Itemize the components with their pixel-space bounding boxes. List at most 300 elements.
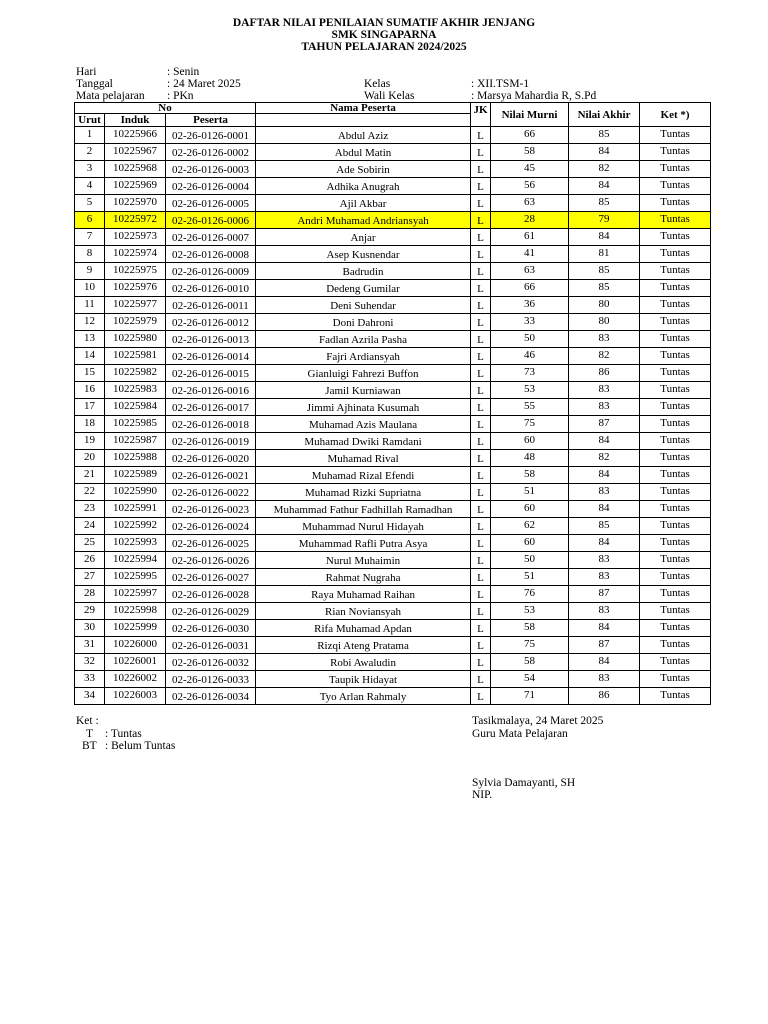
cell-urut: 16 [75, 382, 105, 399]
cell-peserta: 02-26-0126-0004 [166, 178, 256, 195]
cell-ket: Tuntas [640, 280, 711, 297]
cell-peserta: 02-26-0126-0025 [166, 535, 256, 552]
table-row [75, 433, 711, 450]
cell-peserta: 02-26-0126-0016 [166, 382, 256, 399]
table-row [75, 331, 711, 348]
cell-urut: 27 [75, 569, 105, 586]
cell-urut: 12 [75, 314, 105, 331]
cell-nilai-akhir: 83 [569, 603, 640, 620]
cell-nilai-murni: 75 [491, 637, 569, 654]
cell-nilai-akhir: 84 [569, 178, 640, 195]
hari-label: Hari [76, 66, 97, 78]
cell-nilai-murni: 56 [491, 178, 569, 195]
cell-ket: Tuntas [640, 348, 711, 365]
cell-urut: 30 [75, 620, 105, 637]
cell-nilai-akhir: 79 [569, 212, 640, 229]
cell-ket: Tuntas [640, 603, 711, 620]
cell-induk: 10225979 [105, 314, 166, 331]
cell-jk: L [471, 569, 491, 586]
table-row [75, 314, 711, 331]
cell-peserta: 02-26-0126-0028 [166, 586, 256, 603]
cell-peserta: 02-26-0126-0030 [166, 620, 256, 637]
cell-induk: 10225970 [105, 195, 166, 212]
cell-urut: 13 [75, 331, 105, 348]
cell-peserta: 02-26-0126-0009 [166, 263, 256, 280]
cell-induk: 10225998 [105, 603, 166, 620]
cell-nilai-akhir: 82 [569, 450, 640, 467]
cell-ket: Tuntas [640, 467, 711, 484]
cell-jk: L [471, 586, 491, 603]
cell-peserta: 02-26-0126-0001 [166, 127, 256, 144]
cell-jk: L [471, 365, 491, 382]
cell-nilai-murni: 53 [491, 382, 569, 399]
table-row [75, 280, 711, 297]
cell-nilai-murni: 50 [491, 552, 569, 569]
cell-ket: Tuntas [640, 518, 711, 535]
cell-jk: L [471, 229, 491, 246]
cell-urut: 5 [75, 195, 105, 212]
signature-role: Guru Mata Pelajaran [472, 728, 568, 740]
cell-peserta: 02-26-0126-0014 [166, 348, 256, 365]
cell-peserta: 02-26-0126-0013 [166, 331, 256, 348]
table-row [75, 416, 711, 433]
cell-nilai-akhir: 83 [569, 671, 640, 688]
table-row [75, 161, 711, 178]
cell-induk: 10225972 [105, 212, 166, 229]
mapel-value: : PKn [167, 90, 194, 102]
academic-year: TAHUN PELAJARAN 2024/2025 [301, 41, 467, 53]
cell-jk: L [471, 518, 491, 535]
cell-nilai-akhir: 84 [569, 467, 640, 484]
cell-peserta: 02-26-0126-0024 [166, 518, 256, 535]
cell-nilai-akhir: 84 [569, 144, 640, 161]
cell-nilai-akhir: 82 [569, 348, 640, 365]
cell-nama: Gianluigi Fahrezi Buffon [256, 365, 471, 382]
cell-nilai-murni: 60 [491, 433, 569, 450]
table-row [75, 365, 711, 382]
cell-peserta: 02-26-0126-0012 [166, 314, 256, 331]
cell-nama: Badrudin [256, 263, 471, 280]
cell-ket: Tuntas [640, 501, 711, 518]
table-header-row [75, 103, 711, 114]
cell-ket: Tuntas [640, 569, 711, 586]
cell-nama: Jimmi Ajhinata Kusumah [256, 399, 471, 416]
cell-urut: 24 [75, 518, 105, 535]
cell-jk: L [471, 416, 491, 433]
cell-jk: L [471, 654, 491, 671]
cell-peserta: 02-26-0126-0027 [166, 569, 256, 586]
cell-nama: Muhammad Nurul Hidayah [256, 518, 471, 535]
cell-nilai-murni: 60 [491, 501, 569, 518]
cell-ket: Tuntas [640, 331, 711, 348]
table-row [75, 382, 711, 399]
cell-urut: 15 [75, 365, 105, 382]
cell-urut: 21 [75, 467, 105, 484]
kelas-label: Kelas [364, 78, 391, 90]
cell-ket: Tuntas [640, 535, 711, 552]
cell-nama: Doni Dahroni [256, 314, 471, 331]
cell-nilai-murni: 63 [491, 195, 569, 212]
cell-urut: 22 [75, 484, 105, 501]
cell-nilai-akhir: 83 [569, 484, 640, 501]
cell-nilai-akhir: 84 [569, 501, 640, 518]
cell-nilai-murni: 28 [491, 212, 569, 229]
cell-induk: 10225966 [105, 127, 166, 144]
cell-jk: L [471, 348, 491, 365]
cell-nilai-akhir: 80 [569, 314, 640, 331]
cell-peserta: 02-26-0126-0010 [166, 280, 256, 297]
cell-induk: 10225992 [105, 518, 166, 535]
cell-nama: Tyo Arlan Rahmaly [256, 688, 471, 705]
cell-nama: Muhamad Rival [256, 450, 471, 467]
cell-ket: Tuntas [640, 433, 711, 450]
cell-ket: Tuntas [640, 144, 711, 161]
cell-peserta: 02-26-0126-0020 [166, 450, 256, 467]
cell-peserta: 02-26-0126-0026 [166, 552, 256, 569]
cell-induk: 10225973 [105, 229, 166, 246]
cell-jk: L [471, 144, 491, 161]
cell-urut: 33 [75, 671, 105, 688]
cell-nilai-murni: 45 [491, 161, 569, 178]
table-row [75, 518, 711, 535]
cell-ket: Tuntas [640, 263, 711, 280]
cell-nama: Muhammad Fathur Fadhillah Ramadhan [256, 501, 471, 518]
header-nilai-murni: Nilai Murni [491, 103, 569, 127]
cell-nama: Dedeng Gumilar [256, 280, 471, 297]
cell-nama: Fadlan Azrila Pasha [256, 331, 471, 348]
cell-induk: 10226003 [105, 688, 166, 705]
cell-nama: Muhamad Rizki Supriatna [256, 484, 471, 501]
cell-jk: L [471, 399, 491, 416]
cell-peserta: 02-26-0126-0017 [166, 399, 256, 416]
cell-nilai-akhir: 85 [569, 263, 640, 280]
cell-urut: 18 [75, 416, 105, 433]
header-induk: Induk [105, 114, 166, 127]
table-row [75, 484, 711, 501]
cell-nilai-akhir: 83 [569, 399, 640, 416]
signature-place-date: Tasikmalaya, 24 Maret 2025 [472, 715, 604, 727]
cell-induk: 10225976 [105, 280, 166, 297]
table-row [75, 450, 711, 467]
cell-urut: 29 [75, 603, 105, 620]
cell-jk: L [471, 535, 491, 552]
cell-peserta: 02-26-0126-0019 [166, 433, 256, 450]
cell-nilai-murni: 71 [491, 688, 569, 705]
cell-nama: Rahmat Nugraha [256, 569, 471, 586]
cell-induk: 10225981 [105, 348, 166, 365]
cell-nama: Ajil Akbar [256, 195, 471, 212]
header-nama-peserta: Nama Peserta [256, 103, 471, 114]
header-urut: Urut [75, 114, 105, 127]
header-jk: JK [471, 103, 491, 127]
cell-peserta: 02-26-0126-0018 [166, 416, 256, 433]
cell-urut: 31 [75, 637, 105, 654]
cell-induk: 10225994 [105, 552, 166, 569]
cell-peserta: 02-26-0126-0007 [166, 229, 256, 246]
cell-nilai-murni: 73 [491, 365, 569, 382]
cell-nama: Abdul Aziz [256, 127, 471, 144]
cell-ket: Tuntas [640, 450, 711, 467]
table-row [75, 144, 711, 161]
table-row [75, 671, 711, 688]
cell-urut: 26 [75, 552, 105, 569]
header-no: No [75, 103, 256, 114]
cell-nilai-murni: 46 [491, 348, 569, 365]
cell-jk: L [471, 161, 491, 178]
cell-urut: 11 [75, 297, 105, 314]
cell-nilai-murni: 75 [491, 416, 569, 433]
cell-nilai-akhir: 86 [569, 688, 640, 705]
cell-nama: Muhamad Rizal Efendi [256, 467, 471, 484]
kelas-value: : XII.TSM-1 [471, 78, 530, 90]
table-row [75, 620, 711, 637]
cell-jk: L [471, 314, 491, 331]
cell-jk: L [471, 484, 491, 501]
cell-ket: Tuntas [640, 654, 711, 671]
cell-ket: Tuntas [640, 178, 711, 195]
cell-ket: Tuntas [640, 382, 711, 399]
cell-nama: Asep Kusnendar [256, 246, 471, 263]
cell-nilai-akhir: 83 [569, 331, 640, 348]
cell-nilai-akhir: 87 [569, 416, 640, 433]
cell-nilai-murni: 58 [491, 467, 569, 484]
cell-urut: 20 [75, 450, 105, 467]
cell-nilai-akhir: 86 [569, 365, 640, 382]
cell-nilai-murni: 66 [491, 280, 569, 297]
cell-peserta: 02-26-0126-0008 [166, 246, 256, 263]
cell-jk: L [471, 467, 491, 484]
cell-nilai-akhir: 81 [569, 246, 640, 263]
cell-urut: 34 [75, 688, 105, 705]
cell-nilai-murni: 54 [491, 671, 569, 688]
cell-nilai-murni: 51 [491, 484, 569, 501]
header-nama-blank [256, 114, 471, 127]
cell-jk: L [471, 212, 491, 229]
cell-urut: 28 [75, 586, 105, 603]
table-row [75, 467, 711, 484]
cell-induk: 10225967 [105, 144, 166, 161]
cell-induk: 10225993 [105, 535, 166, 552]
cell-nilai-murni: 58 [491, 654, 569, 671]
cell-nama: Muhamad Azis Maulana [256, 416, 471, 433]
cell-nilai-murni: 53 [491, 603, 569, 620]
cell-ket: Tuntas [640, 399, 711, 416]
cell-ket: Tuntas [640, 229, 711, 246]
table-row [75, 263, 711, 280]
cell-induk: 10225980 [105, 331, 166, 348]
cell-induk: 10225995 [105, 569, 166, 586]
cell-nama: Nurul Muhaimin [256, 552, 471, 569]
cell-urut: 3 [75, 161, 105, 178]
cell-nilai-akhir: 83 [569, 382, 640, 399]
cell-jk: L [471, 688, 491, 705]
cell-ket: Tuntas [640, 297, 711, 314]
cell-peserta: 02-26-0126-0005 [166, 195, 256, 212]
table-row [75, 399, 711, 416]
wali-value: : Marsya Mahardia R, S.Pd [471, 90, 597, 102]
hari-value: : Senin [167, 66, 200, 78]
cell-nama: Anjar [256, 229, 471, 246]
cell-nilai-akhir: 83 [569, 552, 640, 569]
tanggal-label: Tanggal [76, 78, 113, 90]
cell-jk: L [471, 127, 491, 144]
cell-jk: L [471, 450, 491, 467]
cell-ket: Tuntas [640, 552, 711, 569]
legend-t-value: : Tuntas [105, 728, 142, 740]
cell-nilai-akhir: 84 [569, 433, 640, 450]
cell-urut: 6 [75, 212, 105, 229]
cell-nilai-murni: 50 [491, 331, 569, 348]
cell-nama: Rizqi Ateng Pratama [256, 637, 471, 654]
cell-urut: 17 [75, 399, 105, 416]
cell-jk: L [471, 671, 491, 688]
table-row [75, 535, 711, 552]
cell-peserta: 02-26-0126-0029 [166, 603, 256, 620]
cell-nilai-murni: 62 [491, 518, 569, 535]
cell-nilai-akhir: 84 [569, 654, 640, 671]
cell-ket: Tuntas [640, 127, 711, 144]
cell-urut: 25 [75, 535, 105, 552]
cell-urut: 32 [75, 654, 105, 671]
cell-nilai-akhir: 87 [569, 586, 640, 603]
table-body [75, 127, 711, 705]
cell-peserta: 02-26-0126-0011 [166, 297, 256, 314]
header-nilai-akhir: Nilai Akhir [569, 103, 640, 127]
cell-nilai-murni: 48 [491, 450, 569, 467]
header-ket: Ket *) [640, 103, 711, 127]
cell-peserta: 02-26-0126-0034 [166, 688, 256, 705]
cell-induk: 10225984 [105, 399, 166, 416]
cell-nilai-akhir: 84 [569, 620, 640, 637]
table-row [75, 178, 711, 195]
cell-nilai-murni: 60 [491, 535, 569, 552]
cell-ket: Tuntas [640, 314, 711, 331]
cell-ket: Tuntas [640, 212, 711, 229]
cell-jk: L [471, 603, 491, 620]
cell-peserta: 02-26-0126-0032 [166, 654, 256, 671]
mapel-label: Mata pelajaran [76, 90, 145, 102]
cell-ket: Tuntas [640, 416, 711, 433]
cell-nama: Andri Muhamad Andriansyah [256, 212, 471, 229]
table-row [75, 348, 711, 365]
cell-peserta: 02-26-0126-0021 [166, 467, 256, 484]
header-peserta: Peserta [166, 114, 256, 127]
cell-jk: L [471, 263, 491, 280]
table-row [75, 127, 711, 144]
cell-nama: Deni Suhendar [256, 297, 471, 314]
cell-jk: L [471, 297, 491, 314]
cell-nilai-murni: 63 [491, 263, 569, 280]
cell-nilai-murni: 58 [491, 144, 569, 161]
cell-induk: 10225991 [105, 501, 166, 518]
cell-nama: Muhamad Dwiki Ramdani [256, 433, 471, 450]
signature-name: Sylvia Damayanti, SH [472, 777, 576, 789]
cell-peserta: 02-26-0126-0002 [166, 144, 256, 161]
cell-induk: 10225990 [105, 484, 166, 501]
table-row [75, 569, 711, 586]
cell-nilai-akhir: 87 [569, 637, 640, 654]
cell-nama: Adhika Anugrah [256, 178, 471, 195]
school-name: SMK SINGAPARNA [331, 29, 437, 41]
table-row [75, 603, 711, 620]
cell-jk: L [471, 195, 491, 212]
cell-induk: 10225983 [105, 382, 166, 399]
cell-induk: 10225985 [105, 416, 166, 433]
cell-urut: 4 [75, 178, 105, 195]
cell-urut: 9 [75, 263, 105, 280]
cell-induk: 10225987 [105, 433, 166, 450]
cell-nilai-akhir: 85 [569, 195, 640, 212]
table-row [75, 637, 711, 654]
cell-jk: L [471, 331, 491, 348]
cell-induk: 10225988 [105, 450, 166, 467]
cell-induk: 10225969 [105, 178, 166, 195]
cell-nilai-akhir: 82 [569, 161, 640, 178]
cell-nama: Ade Sobirin [256, 161, 471, 178]
cell-nilai-murni: 36 [491, 297, 569, 314]
legend-bt-value: : Belum Tuntas [105, 740, 176, 752]
cell-ket: Tuntas [640, 246, 711, 263]
cell-induk: 10226002 [105, 671, 166, 688]
table-row [75, 297, 711, 314]
cell-peserta: 02-26-0126-0023 [166, 501, 256, 518]
cell-urut: 8 [75, 246, 105, 263]
cell-nilai-murni: 51 [491, 569, 569, 586]
document-title: DAFTAR NILAI PENILAIAN SUMATIF AKHIR JENJANG [232, 17, 536, 29]
cell-nilai-akhir: 80 [569, 297, 640, 314]
cell-jk: L [471, 433, 491, 450]
cell-nama: Jamil Kurniawan [256, 382, 471, 399]
cell-urut: 10 [75, 280, 105, 297]
table-row [75, 195, 711, 212]
table-row [75, 246, 711, 263]
cell-peserta: 02-26-0126-0031 [166, 637, 256, 654]
cell-ket: Tuntas [640, 620, 711, 637]
table-row [75, 501, 711, 518]
cell-peserta: 02-26-0126-0003 [166, 161, 256, 178]
legend-t-key: T [86, 728, 94, 740]
cell-ket: Tuntas [640, 637, 711, 654]
cell-nama: Rifa Muhamad Apdan [256, 620, 471, 637]
table-row [75, 229, 711, 246]
cell-induk: 10225968 [105, 161, 166, 178]
cell-ket: Tuntas [640, 195, 711, 212]
cell-nilai-murni: 66 [491, 127, 569, 144]
cell-urut: 23 [75, 501, 105, 518]
cell-induk: 10225977 [105, 297, 166, 314]
cell-ket: Tuntas [640, 484, 711, 501]
cell-nama: Taupik Hidayat [256, 671, 471, 688]
cell-induk: 10225982 [105, 365, 166, 382]
cell-ket: Tuntas [640, 365, 711, 382]
table-row [75, 586, 711, 603]
cell-nilai-murni: 76 [491, 586, 569, 603]
cell-induk: 10225999 [105, 620, 166, 637]
cell-jk: L [471, 620, 491, 637]
cell-jk: L [471, 382, 491, 399]
cell-nama: Raya Muhamad Raihan [256, 586, 471, 603]
cell-jk: L [471, 246, 491, 263]
cell-nilai-akhir: 84 [569, 535, 640, 552]
table-row [75, 654, 711, 671]
cell-nama: Rian Noviansyah [256, 603, 471, 620]
cell-induk: 10225989 [105, 467, 166, 484]
cell-induk: 10225975 [105, 263, 166, 280]
cell-peserta: 02-26-0126-0022 [166, 484, 256, 501]
cell-ket: Tuntas [640, 688, 711, 705]
cell-urut: 7 [75, 229, 105, 246]
cell-induk: 10225974 [105, 246, 166, 263]
